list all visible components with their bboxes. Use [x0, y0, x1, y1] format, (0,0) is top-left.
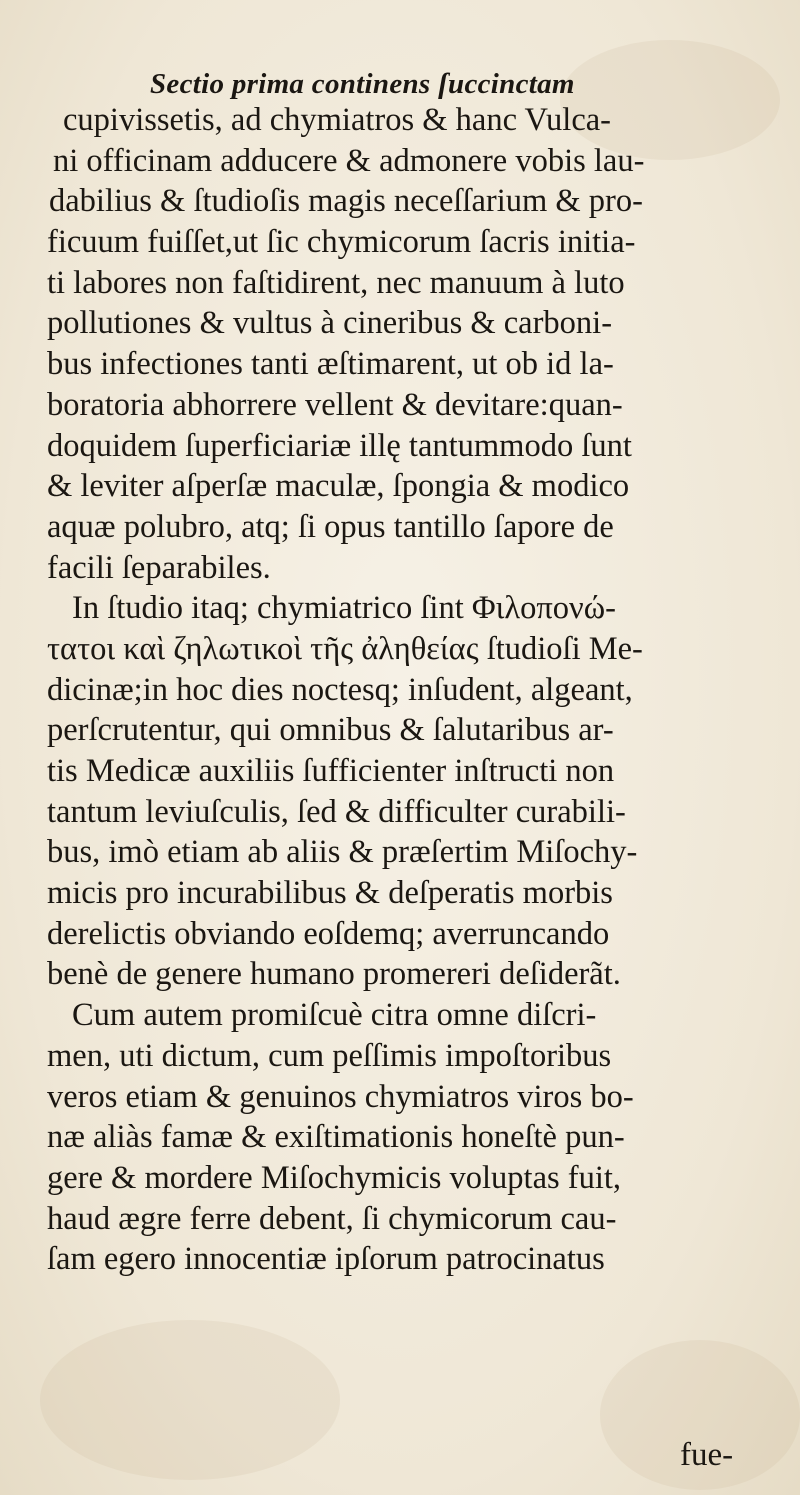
text-line: tantum leviuſculis, ſed & difficulter curabili-: [47, 793, 626, 830]
text-line: tis Medicæ auxiliis ſufficienter inſtructi non: [47, 753, 615, 789]
text-line: gere & mordere Miſochymicis voluptas fuit,: [47, 1159, 622, 1196]
text-line: cupivissetis, ad chymiatros & hanc Vulca-: [63, 102, 612, 138]
text-line: aquæ polubro, atq; ſi opus tantillo ſapore de: [47, 508, 614, 545]
text-line: veros etiam & genuinos chymiatros viros bo-: [47, 1078, 634, 1115]
text-line: facili ſeparabiles.: [47, 549, 271, 586]
text-line: bus, imò etiam ab aliis & præſertim Miſochy-: [47, 834, 638, 871]
text-line: perſcrutentur, qui omnibus & ſalutaribus ar-: [47, 712, 614, 749]
text-line: men, uti dictum, cum peſſimis impoſtoribus: [47, 1037, 612, 1074]
text-line: boratoria abhorrere vellent & devitare:quan-: [47, 386, 623, 423]
text-line: doquidem ſuperficiariæ illę tantummodo ſunt: [47, 427, 632, 464]
text-line: haud ægre ferre debent, ſi chymicorum cau-: [47, 1200, 617, 1237]
text-line: dicinæ;in hoc dies noctesq; inſudent, algeant,: [47, 671, 633, 708]
catchword: fue-: [680, 1437, 734, 1473]
text-line: τατοι καὶ ζηλωτικοὶ τῆς ἀληθείας ſtudioſi Me-: [47, 630, 643, 667]
text-line: pollutiones & vultus à cineribus & carboni-: [47, 305, 613, 342]
text-line: ficuum fuiſſet,ut ſic chymicorum ſacris initia-: [47, 224, 636, 261]
text-line: næ aliàs famæ & exiſtimationis honeſtè pun-: [47, 1119, 625, 1156]
text-line: ni officinam adducere & admonere vobis lau-: [53, 142, 645, 179]
text-line: benè de genere humano promereri deſiderãt.: [47, 956, 621, 993]
body-text: [0, 100, 800, 1280]
text-line: & leviter aſperſæ maculæ, ſpongia & modico: [47, 468, 630, 505]
text-line: dabilius & ſtudioſis magis neceſſarium & pro-: [49, 183, 643, 220]
text-line: micis pro incurabilibus & deſperatis morbis: [47, 875, 613, 912]
paragraph-start-line: In ſtudio itaq; chymiatrico ſint Φιλοπονώ-: [72, 590, 616, 627]
text-line: ſam egero innocentiæ ipſorum patrocinatus: [47, 1241, 605, 1278]
text-line: derelictis obviando eoſdemq; averruncando: [47, 915, 610, 952]
text-line: ti labores non faſtidirent, nec manuum à luto: [47, 264, 625, 301]
paragraph-start-line: Cum autem promiſcuè citra omne diſcri-: [72, 997, 597, 1034]
text-line: bus infectiones tanti æſtimarent, ut ob id la-: [47, 346, 614, 383]
running-head: Sectio prima continens ſuccinctam: [150, 68, 575, 100]
paper-stain: [40, 1320, 340, 1480]
